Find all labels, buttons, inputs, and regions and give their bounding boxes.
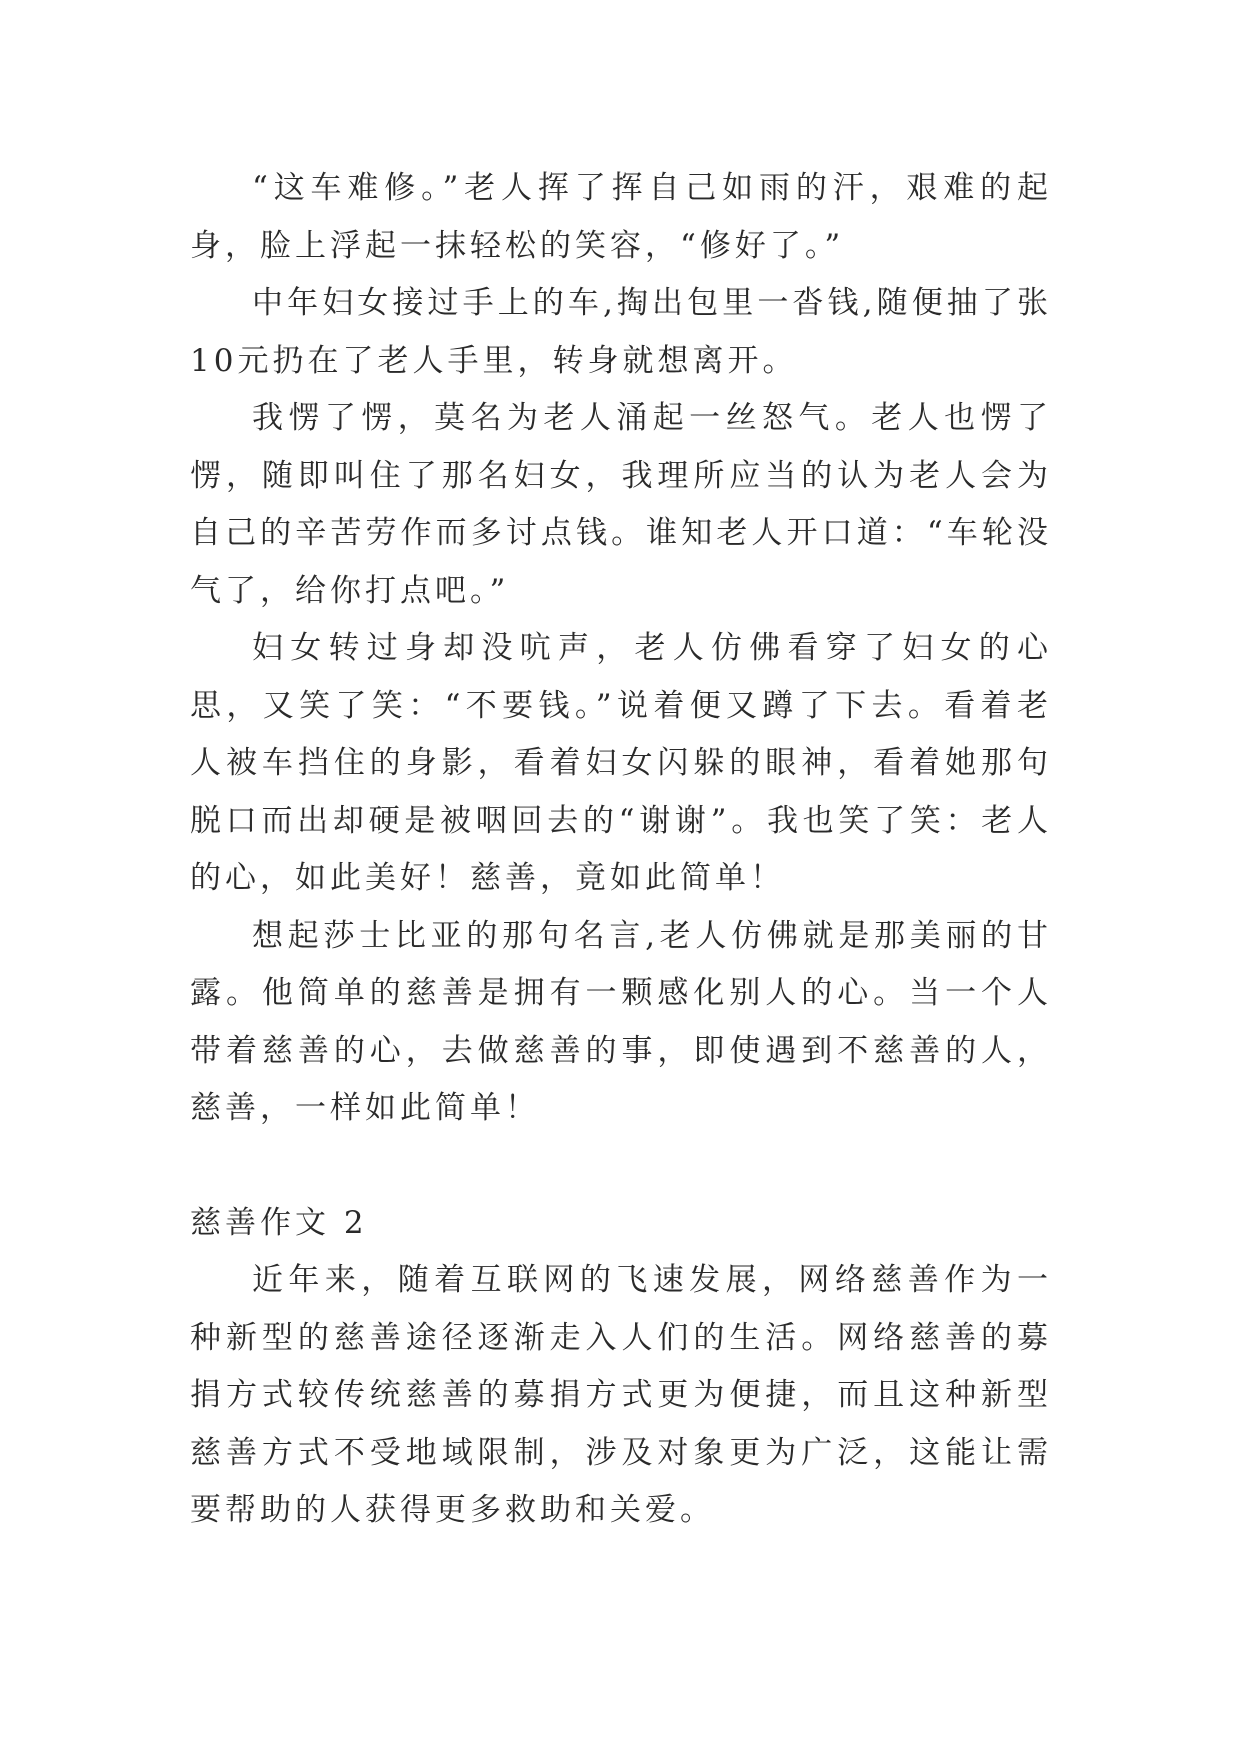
paragraph: 想起莎士比亚的那句名言,老人仿佛就是那美丽的甘露。他简单的慈善是拥有一颗感化别人的心。当一个人带着慈善的心，去做慈善的事，即使遇到不慈善的人，慈善，一样如此简单！ bbox=[190, 917, 1052, 1126]
paragraph: 我愣了愣，莫名为老人涌起一丝怒气。老人也愣了愣，随即叫住了那名妇女，我理所应当的认为老人会为自己的辛苦劳作而多讨点钱。谁知老人开口道：“车轮没气了，给你打点吧。” bbox=[190, 400, 1052, 609]
document-body bbox=[190, 160, 1052, 1540]
paragraph: 中年妇女接过手上的车,掏出包里一沓钱,随便抽了张10元扔在了老人手里，转身就想离开。 bbox=[190, 285, 1052, 379]
paragraph: “这车难修。”老人挥了挥自己如雨的汗，艰难的起身，脸上浮起一抹轻松的笑容，“修好了。” bbox=[190, 170, 1052, 264]
paragraph: 近年来，随着互联网的飞速发展，网络慈善作为一种新型的慈善途径逐渐走入人们的生活。网络慈善的募捐方式较传统慈善的募捐方式更为便捷，而且这种新型慈善方式不受地域限制，涉及对象更为广泛，这能让需要帮助的人获得更多救助和关爱。 bbox=[190, 1262, 1052, 1528]
section-heading: 慈善作文 2 bbox=[190, 1204, 368, 1241]
paragraph: 妇女转过身却没吭声，老人仿佛看穿了妇女的心思，又笑了笑：“不要钱。”说着便又蹲了下去。看着老人被车挡住的身影，看着妇女闪躲的眼神，看着她那句脱口而出却硬是被咽回去的“谢谢”。我也笑了笑：老人的心，如此美好！慈善，竟如此简单！ bbox=[190, 630, 1052, 896]
